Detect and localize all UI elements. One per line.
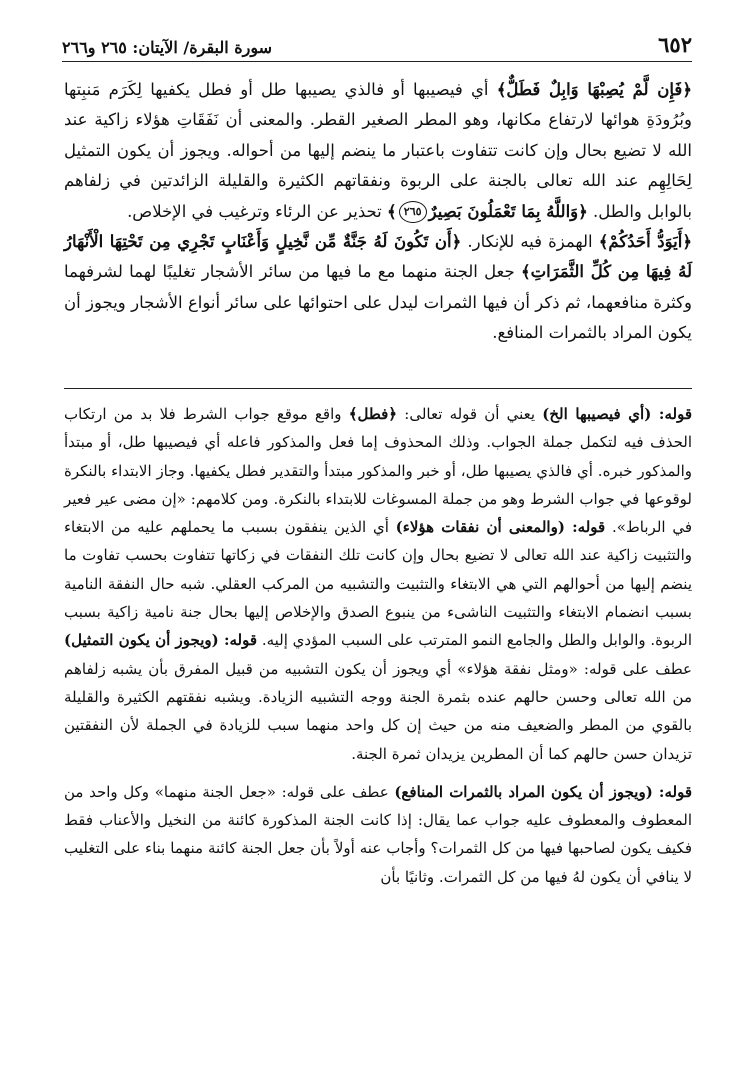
tafsir-text-span: جعل الجنة منهما مع ما فيها من سائر الأشجار تغليبًا لهما لشرفهما وكثرة منافعهما، ثم ذكر أن فيها الثمرات ليدل على احتوائها على سائر أنواع الأشجار ويجوز أن يكون المراد بالثمرات المنافع.: [64, 262, 692, 343]
quoted-phrase: (أي فيصيبها الخ): [542, 405, 652, 423]
commentary-span: أي الذين ينفقون بسبب ما يحملهم عليه من الابتغاء والتثبيت زاكية عند الله تعالى لا تضيع بحال وإن كانت تلك النفقات في زكاتها تتفاوت بحسب تفاوت ما ينضم إليها من أحوالهم التي هي الابتغاء والتثبيت والتشبيه من المركب العقلي. شبه حال النفقة النامية بسبب انضمام الابتغاء والتثبيت الناشىء من ينبوع الصدق والإخلاص إليها بحال جنة نامية زاكية بسبب الربوة. والوابل والطل والجامع النمو المترتب على السبب المؤدي إليه.: [64, 518, 692, 650]
quoted-phrase: (ويجوز أن يكون المراد بالثمرات المنافع): [394, 782, 653, 801]
quran-quote: ﴿أَيَوَدُّ أَحَدُكُمْ﴾: [598, 232, 692, 252]
tafsir-text-span: الهمزة فيه للإنكار.: [461, 232, 599, 252]
quoted-phrase: قوله: (ويجوز أن يكون التمثيل): [64, 631, 258, 650]
qawluhu-label: قوله:: [651, 405, 692, 423]
commentary-paragraph: [64, 778, 692, 891]
quran-quote-close: ﴾: [386, 201, 397, 221]
tafsir-paragraph: [64, 75, 692, 227]
page-header: [62, 22, 692, 62]
running-title: سورة البقرة/ الآيتان: ٢٦٥ و٢٦٦: [62, 38, 273, 57]
qawluhu-label: قوله:: [652, 782, 693, 801]
page-number: ٦٥٢: [658, 32, 692, 57]
section-divider: [64, 388, 692, 389]
tafsir-paragraph: [64, 227, 692, 349]
commentary-span: واقع موقع جواب الشرط فلا بد من ارتكاب الحذف فيه لتكمل جملة الجواب. وذلك المحذوف إما فعل والمذكور فاعله أي فيصيبها طل، أو مبتدأ والمذكور خبره. أي فالذي يصيبها طل، أو خبر والمذكور مبتدأ والتقدير فطل يكفيها. وجاز الابتداء بالنكرة لوقوعها في جواب الشرط وهو من جملة المسوغات للابتداء بالنكرة. ومن كلامهم: «إن مضى عير فعير في الرباط».: [64, 405, 692, 537]
tafsir-text-span: أي فيصيبها أو فالذي يصيبها طل أو فطل يكفيها لِكَرَم مَنبِتها وبُرُودَةِ هوائها لارتفاع مكانها، وهو المطر الصغير القطر. والمعنى أن نَفَقَاتِ هؤلاء زاكية عند الله لا تضيع بحال وإن كانت تتفاوت باعتبار ما ينضم إليها من أحواله. ويجوز أن يكون التمثيل لِحَالِهِم عند الله تعالى بالجنة على الربوة ونفقاتهم الكثيرة والقليلة الزائدتين في زلفاهم بالوابل والطل.: [64, 80, 692, 221]
commentary-span: عطف على قوله: «ومثل نفقة هؤلاء» أي ويجوز أن يكون التشبيه من قبيل المفرق بأن يشبه زلفاهم من الله تعالى وحسن حالهم عنده بثمرة الجنة ووجه التشبيه الزيادة. ويشبه نفقتهم الكثيرة والقليلة بالقوي من المطر والضعيف منه من حيث إن كل واحد منهما سبب للزيادة في الجملة لأن النفقتين تزيدان حسن حالهم كما أن المطرين يزيدان ثمرة الجنة.: [64, 659, 692, 763]
commentary-text: [64, 400, 692, 891]
ayah-number-marker: ٢٦٥: [399, 201, 427, 223]
quran-quote: ﴿فطل﴾: [348, 405, 398, 423]
commentary-span: عطف على قوله: «جعل الجنة منهما» وكل واحد من المعطوف والمعطوف عليه جواب عما يقال: إذا كانت الجنة المذكورة كائنة من النخيل والأعناب فقط فكيف يكون لصاحبها فيها من كل الثمرات؟ وأجاب عنه أولاً بأن جعل الجنة كائنة منهما بناء على التغليب لا ينافي أن يكون لهُ فيها من كل الثمرات. وثانيًا بأن: [64, 782, 692, 886]
quran-quote: ﴿وَاللَّهُ بِمَا تَعْمَلُونَ بَصِيرٌ: [428, 201, 588, 221]
commentary-paragraph: [64, 400, 692, 768]
quran-quote: ﴿فَإِن لَّمْ يُصِبْهَا وَابِلٌ فَطَلٌّ﴾: [496, 80, 692, 99]
quoted-phrase: قوله: (والمعنى أن نفقات هؤلاء): [395, 518, 606, 537]
tafsir-text: [64, 75, 692, 349]
commentary-span: يعني أن قوله تعالى:: [397, 405, 543, 423]
quran-quote: ﴿أَن تَكُونَ لَهُ جَنَّةٌ مِّن نَّخِيلٍ وَأَعْنَابٍ تَجْرِي مِن تَحْتِهَا الْأَنْهَارُ لَهُ فِيهَا مِن كُلِّ الثَّمَرَاتِ﴾: [64, 232, 692, 282]
tafsir-text-span: تحذير عن الرئاء وترغيب في الإخلاص.: [127, 201, 387, 221]
